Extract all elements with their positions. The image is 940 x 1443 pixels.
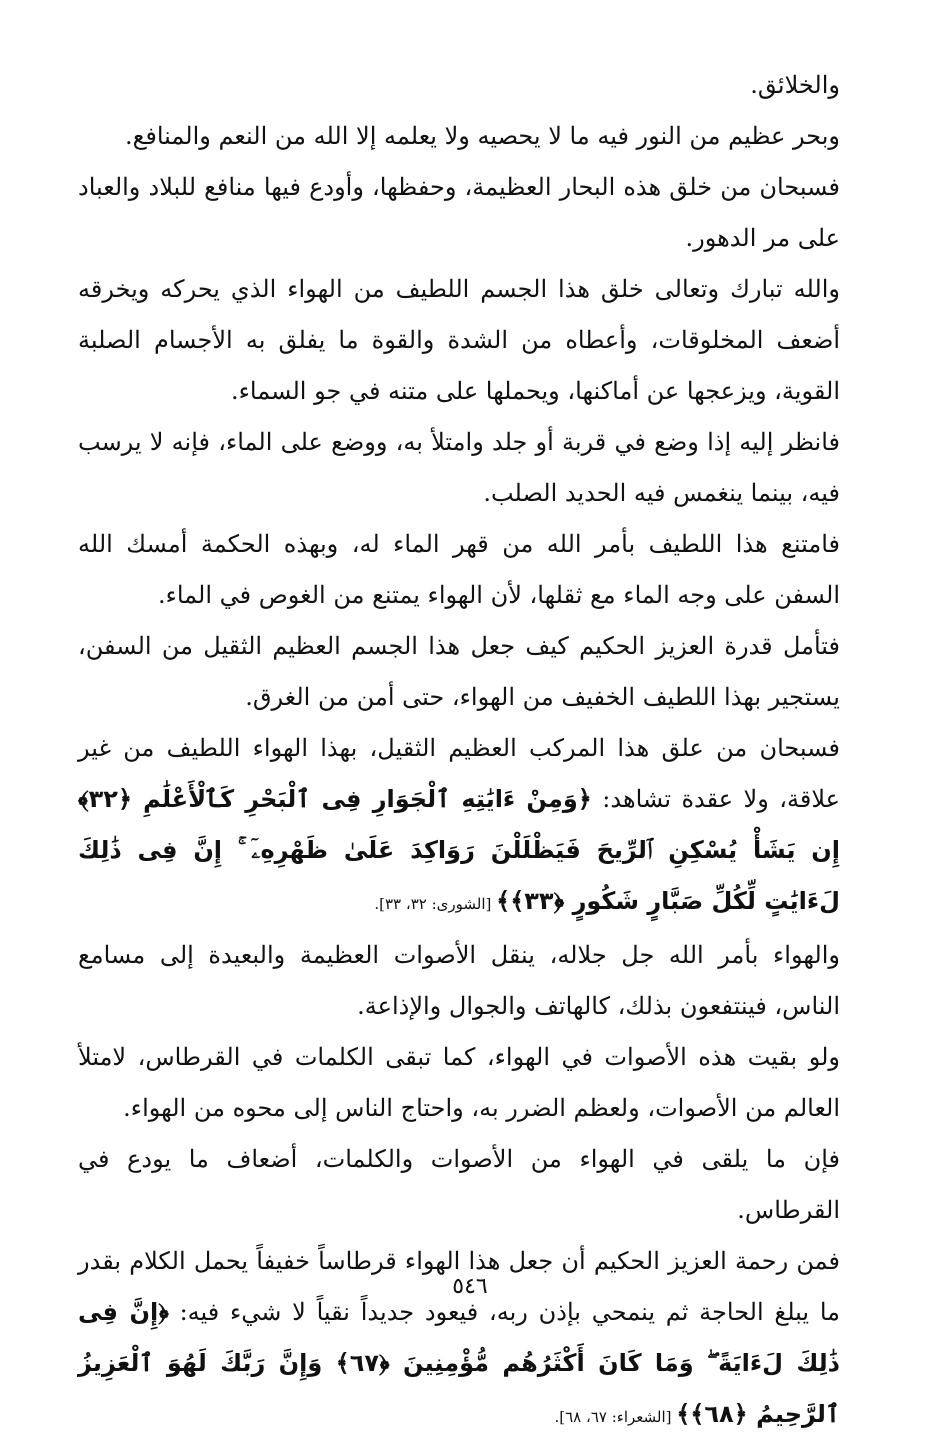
verse-intro: فسبحان من علق هذا المركب العظيم الثقيل، بهذا الهواء اللطيف من غير علاقة، ولا عقدة تشاهد:	[78, 734, 840, 813]
paragraph: والهواء بأمر الله جل جلاله، ينقل الأصوات العظيمة والبعيدة إلى مسامع الناس، فينتفعون بذلك، كالهاتف والجوال والإذاعة.	[78, 941, 841, 1020]
paragraph: فإن ما يلقى في الهواء من الأصوات والكلمات، أضعاف ما يودع في القرطاس.	[78, 1145, 840, 1224]
quran-verse: ﴿وَمِنْ ءَايَٰتِهِ ٱلْجَوَارِ فِى ٱلْبَحْرِ كَٱلْأَعْلَٰمِ ﴿٣٢﴾ إِن يَشَأْ يُسْكِنِ ٱلرِّيحَ فَيَظْلَلْنَ رَوَاكِدَ عَلَىٰ ظَهْرِهِۦٓ ۚ إِنَّ فِى ذَٰلِكَ لَءَايَٰتٍ لِّكُلِّ صَبَّارٍ شَكُورٍ ﴿٣٣﴾﴾	[78, 785, 840, 915]
paragraph: والله تبارك وتعالى خلق هذا الجسم اللطيف من الهواء الذي يحركه ويخرقه أضعف المخلوقات، وأعطاه من الشدة والقوة ما يفلق به الأجسام الصلبة القوية، ويزعجها عن أماكنها، ويحملها على متنه في جو السماء.	[78, 275, 840, 405]
paragraph: ولو بقيت هذه الأصوات في الهواء، كما تبقى الكلمات في القرطاس، لامتلأ العالم من الأصوات، ولعظم الضرر به، واحتاج الناس إلى محوه من الهواء.	[78, 1043, 840, 1122]
verse-reference: [الشورى: ٣٢، ٣٣].	[374, 895, 497, 913]
paragraph: فسبحان من خلق هذه البحار العظيمة، وحفظها، وأودع فيها منافع للبلاد والعباد على مر الدهور.	[78, 173, 840, 252]
paragraph: فانظر إليه إذا وضع في قربة أو جلد وامتلأ به، ووضع على الماء، فإنه لا يرسب فيه، بينما ينغمس فيه الحديد الصلب.	[78, 428, 840, 507]
verse-paragraph	[78, 1236, 840, 1443]
verse-paragraph	[78, 723, 840, 930]
paragraph: فتأمل قدرة العزيز الحكيم كيف جعل هذا الجسم العظيم الثقيل من السفن، يستجير بهذا اللطيف الخفيف من الهواء، حتى أمن من الغرق.	[78, 632, 840, 711]
page-number: ٥٤٦	[452, 1274, 488, 1299]
paragraph: والخلائق.	[750, 71, 840, 99]
paragraph: فامتنع هذا اللطيف بأمر الله من قهر الماء له، وبهذه الحكمة أمسك الله السفن على وجه الماء مع ثقلها، لأن الهواء يمتنع من الغوص في الماء.	[78, 530, 840, 609]
quran-verse: ﴿إِنَّ فِى ذَٰلِكَ لَءَايَةً ۖ وَمَا كَانَ أَكْثَرُهُم مُّؤْمِنِينَ ﴿٦٧﴾ وَإِنَّ رَبَّكَ لَهُوَ ٱلْعَزِيزُ ٱلرَّحِيمُ ﴿٦٨﴾﴾	[78, 1298, 840, 1428]
body-text	[78, 60, 840, 1443]
verse-intro: فمن رحمة العزيز الحكيم أن جعل هذا الهواء قرطاساً خفيفاً يحمل الكلام بقدر ما يبلغ الحاجة ثم ينمحي بإذن ربه، فيعود جديداً نقياً لا شيء فيه:	[78, 1247, 840, 1326]
verse-reference: [الشعراء: ٦٧، ٦٨].	[554, 1408, 677, 1426]
paragraph: وبحر عظيم من النور فيه ما لا يحصيه ولا يعلمه إلا الله من النعم والمنافع.	[124, 122, 840, 150]
